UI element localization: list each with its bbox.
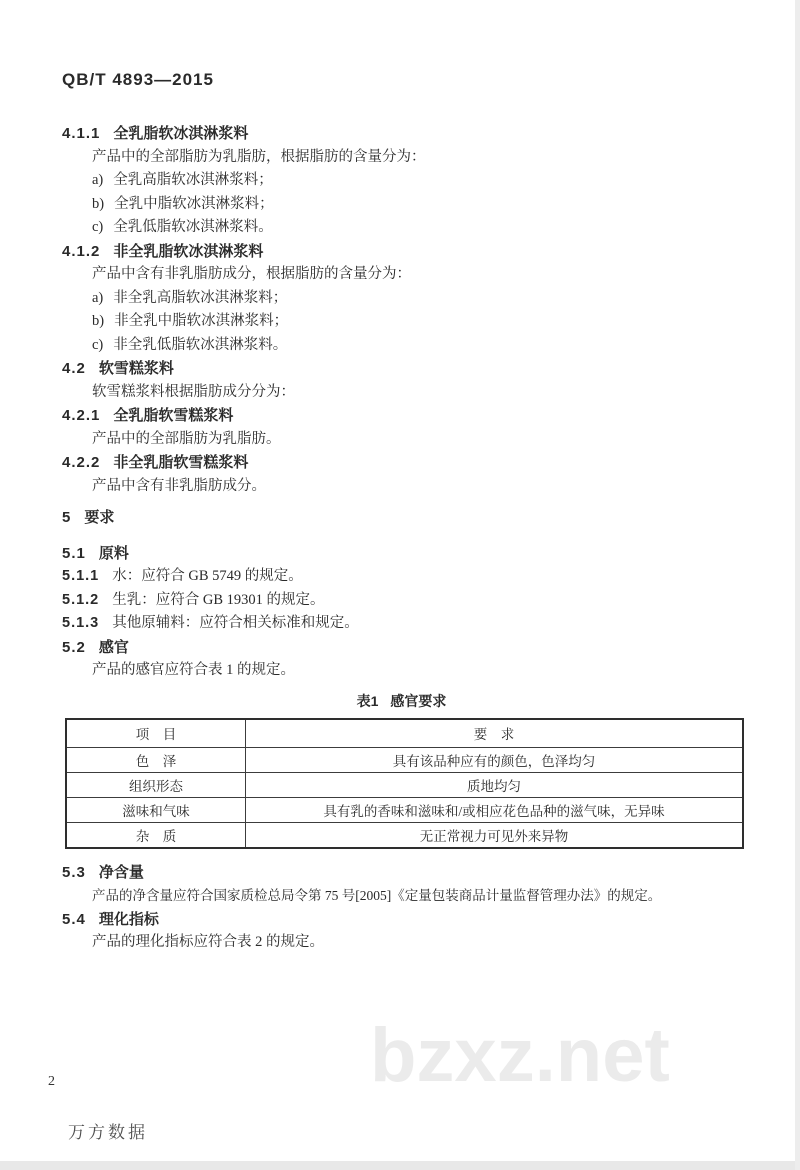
table-row (66, 822, 743, 848)
clause-heading (62, 404, 745, 428)
clause-title: 感官 (98, 638, 129, 656)
clause-title: 原料 (98, 544, 129, 562)
section-heading (62, 506, 745, 530)
list-item-text: 全乳低脂软冰淇淋浆料。 (113, 219, 273, 235)
row-requirement: 无正常视力可见外来异物 (246, 822, 744, 848)
standard-number: QB/T 4893—2015 (62, 70, 214, 89)
clause-heading (62, 542, 745, 566)
list-marker: a) (92, 289, 104, 306)
row-label: 滋味和气味 (66, 797, 246, 822)
column-header-item: 项 目 (66, 719, 246, 748)
table-row (66, 747, 743, 772)
clause-number: 5.3 (62, 863, 86, 881)
list-item-text: 非全乳中脂软冰淇淋浆料； (114, 313, 289, 329)
site-watermark: bzxz.net (370, 1013, 670, 1098)
row-label: 杂 质 (66, 822, 246, 848)
clause-line (62, 565, 745, 589)
paragraph: 产品中的全部脂肪为乳脂肪，根据脂肪的含量分为： (92, 148, 426, 165)
list-item (62, 169, 745, 193)
table-header-row (66, 719, 743, 748)
paragraph: 产品中含有非乳脂肪成分，根据脂肪的含量分为： (92, 266, 411, 282)
clause-title: 要求 (84, 509, 115, 526)
paragraph: 产品的理化指标应符合表 2 的规定。 (92, 934, 324, 950)
clause-number: 5.1 (62, 544, 86, 562)
clause-heading (62, 636, 745, 660)
paragraph: 产品的净含量应符合国家质检总局令第 75 号[2005]《定量包装商品计量监督管理办法》的规定。 (92, 888, 662, 903)
clause-number: 5.2 (62, 638, 86, 656)
list-item-text: 全乳高脂软冰淇淋浆料； (113, 172, 273, 188)
list-item (62, 310, 745, 334)
list-marker: b) (92, 313, 105, 329)
list-item-text: 非全乳低脂软冰淇淋浆料。 (113, 336, 288, 353)
clause-heading (62, 861, 745, 885)
column-header-requirement: 要 求 (246, 719, 744, 748)
list-item (62, 334, 745, 358)
clause-title: 软雪糕浆料 (98, 360, 174, 377)
clause-number: 4.2 (62, 360, 86, 377)
scan-edge-bottom (0, 1161, 800, 1170)
list-item-text: 非全乳高脂软冰淇淋浆料； (113, 289, 288, 306)
clause-heading (62, 451, 745, 475)
paragraph: 软雪糕浆料根据脂肪成分分为： (92, 383, 295, 400)
clause-title: 全乳脂软冰淇淋浆料 (113, 125, 249, 142)
row-requirement: 具有乳的香味和滋味和/或相应花色品种的滋气味，无异味 (246, 797, 744, 822)
table-row (66, 797, 743, 822)
list-marker: c) (92, 336, 104, 353)
clause-number: 4.1.2 (62, 242, 101, 260)
clause-line (62, 589, 745, 613)
list-marker: c) (92, 219, 104, 235)
sensory-requirements-table (65, 718, 744, 849)
row-label: 色 泽 (66, 747, 246, 772)
row-label: 组织形态 (66, 772, 246, 797)
clause-number: 4.2.2 (62, 454, 101, 471)
clause-title: 净含量 (98, 863, 144, 881)
list-item (62, 287, 745, 311)
clause-number: 5.1.2 (62, 591, 100, 608)
clause-number: 5.4 (62, 910, 86, 928)
clause-text: 水：应符合 GB 5749 的规定。 (112, 568, 303, 584)
paragraph: 产品中含有非乳脂肪成分。 (92, 477, 266, 494)
clause-number: 5.1.3 (62, 615, 100, 631)
table-row (66, 772, 743, 797)
clause-text: 其他原辅料：应符合相关标准和规定。 (112, 615, 359, 631)
clause-title: 非全乳脂软雪糕浆料 (113, 454, 249, 471)
clause-text: 生乳：应符合 GB 19301 的规定。 (112, 591, 325, 608)
page-number: 2 (48, 1074, 55, 1089)
table-caption-title: 感官要求 (390, 692, 447, 709)
table-caption-label: 表1 (356, 692, 379, 709)
wanfang-data-watermark: 万方数据 (68, 1123, 148, 1142)
table-caption (62, 691, 741, 711)
paragraph: 产品的感官应符合表 1 的规定。 (92, 662, 295, 678)
clause-heading (62, 240, 745, 264)
clause-number: 4.1.1 (62, 125, 101, 142)
clause-line (62, 612, 745, 636)
row-requirement: 具有该品种应有的颜色，色泽均匀 (246, 747, 744, 772)
list-item (62, 216, 745, 240)
list-item (62, 193, 745, 217)
list-marker: a) (92, 172, 104, 188)
clause-heading (62, 908, 745, 932)
row-requirement: 质地均匀 (246, 772, 744, 797)
list-item-text: 全乳中脂软冰淇淋浆料； (114, 195, 274, 212)
clause-title: 理化指标 (98, 910, 159, 928)
scan-edge-right (795, 0, 800, 1170)
clause-title: 非全乳脂软冰淇淋浆料 (113, 242, 264, 260)
paragraph: 产品中的全部脂肪为乳脂肪。 (92, 430, 281, 447)
clause-number: 5 (62, 509, 72, 526)
clause-heading (62, 357, 745, 381)
clause-number: 5.1.1 (62, 568, 100, 584)
clause-heading (62, 122, 745, 146)
clause-title: 全乳脂软雪糕浆料 (113, 407, 234, 424)
list-marker: b) (92, 195, 105, 212)
clause-number: 4.2.1 (62, 407, 101, 424)
